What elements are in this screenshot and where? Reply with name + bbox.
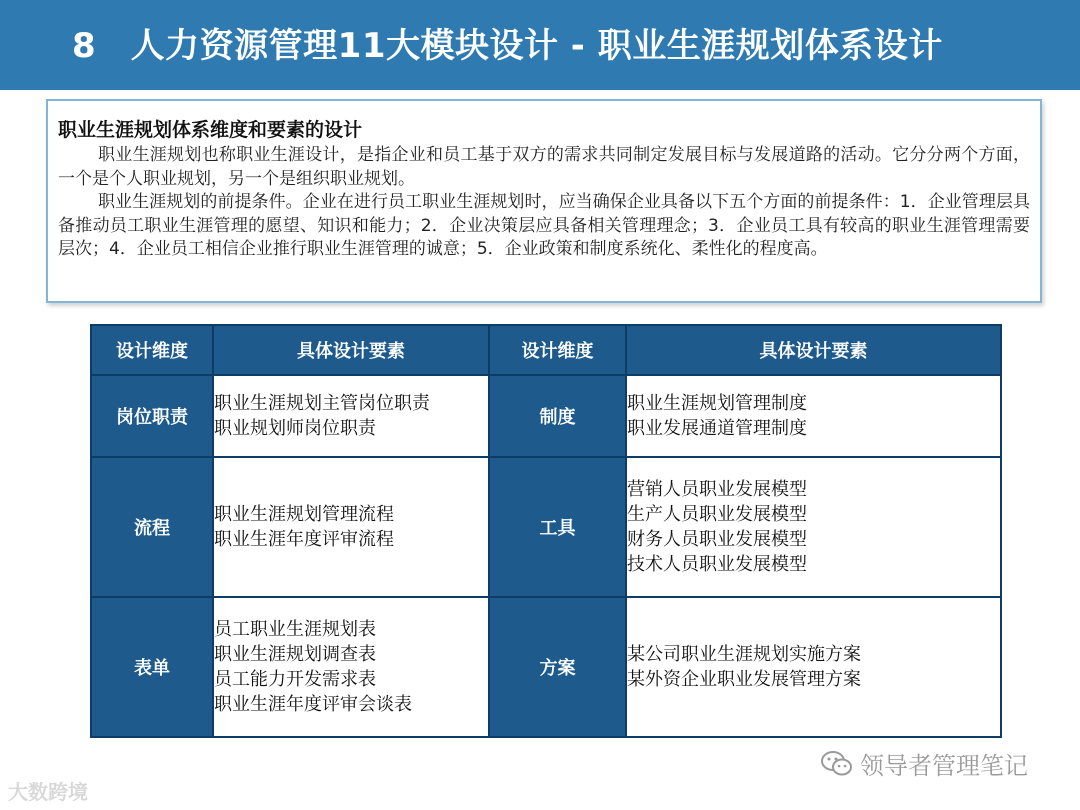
element-item: 职业生涯年度评审会谈表: [214, 694, 412, 715]
element-item: 财务人员职业发展模型: [627, 529, 807, 550]
elements-cell: [626, 457, 1001, 597]
description-box: [46, 99, 1042, 303]
table-header-elements-1: 具体设计要素: [213, 325, 489, 375]
dimension-cell: 岗位职责: [91, 375, 213, 457]
table-row: [91, 375, 1001, 457]
wechat-icon: [820, 750, 854, 778]
table-header-row: [91, 325, 1001, 375]
element-item: 某外资企业职业发展管理方案: [627, 669, 861, 690]
watermark-left: [8, 776, 88, 805]
design-table: [90, 324, 1002, 738]
elements-cell: [626, 597, 1001, 737]
element-item: 职业生涯规划管理制度: [627, 393, 807, 414]
dimension-cell: 流程: [91, 457, 213, 597]
element-item: 职业发展通道管理制度: [627, 418, 807, 439]
elements-cell: [626, 375, 1001, 457]
description-heading: 职业生涯规划体系维度和要素的设计: [58, 119, 363, 141]
element-item: 员工职业生涯规划表: [214, 619, 376, 640]
element-item: 生产人员职业发展模型: [627, 504, 807, 525]
element-item: 职业规划师岗位职责: [214, 418, 376, 439]
table-header-elements-2: 具体设计要素: [626, 325, 1001, 375]
table-header-dimension-2: 设计维度: [489, 325, 626, 375]
watermark-right: [820, 746, 1028, 781]
element-item: 技术人员职业发展模型: [627, 554, 807, 575]
title-bar: [0, 0, 1080, 90]
elements-cell: [213, 457, 489, 597]
element-item: 某公司职业生涯规划实施方案: [627, 644, 861, 665]
table-row: [91, 597, 1001, 737]
dimension-cell: 制度: [489, 375, 626, 457]
element-item: 职业生涯年度评审流程: [214, 529, 394, 550]
page-title: 8 人力资源管理11大模块设计 - 职业生涯规划体系设计: [72, 26, 943, 66]
description-paragraph-2: 职业生涯规划的前提条件。企业在进行员工职业生涯规划时，应当确保企业具备以下五个方面的前提条件：1．企业管理层具备推动员工职业生涯管理的愿望、知识和能力；2．企业决策层应具备相关管理理念；3．企业员工具有较高的职业生涯管理需要层次；4．企业员工相信企业推行职业生涯管理的诚意；5．企业政策和制度系统化、柔性化的程度高。: [58, 192, 1030, 259]
table-row: [91, 457, 1001, 597]
element-item: 职业生涯规划管理流程: [214, 504, 394, 525]
elements-cell: [213, 597, 489, 737]
element-item: 员工能力开发需求表: [214, 669, 376, 690]
watermark-left-text: 大数跨境: [8, 780, 88, 804]
element-item: 营销人员职业发展模型: [627, 479, 807, 500]
dimension-cell: 方案: [489, 597, 626, 737]
watermark-right-text: 领导者管理笔记: [860, 752, 1028, 780]
dimension-cell: 工具: [489, 457, 626, 597]
element-item: 职业生涯规划主管岗位职责: [214, 393, 430, 414]
description-paragraph-1: 职业生涯规划也称职业生涯设计，是指企业和员工基于双方的需求共同制定发展目标与发展道路的活动。它分分两个方面，一个是个人职业规划，另一个是组织职业规划。: [58, 145, 1030, 189]
dimension-cell: 表单: [91, 597, 213, 737]
element-item: 职业生涯规划调查表: [214, 644, 376, 665]
table-header-dimension-1: 设计维度: [91, 325, 213, 375]
elements-cell: [213, 375, 489, 457]
